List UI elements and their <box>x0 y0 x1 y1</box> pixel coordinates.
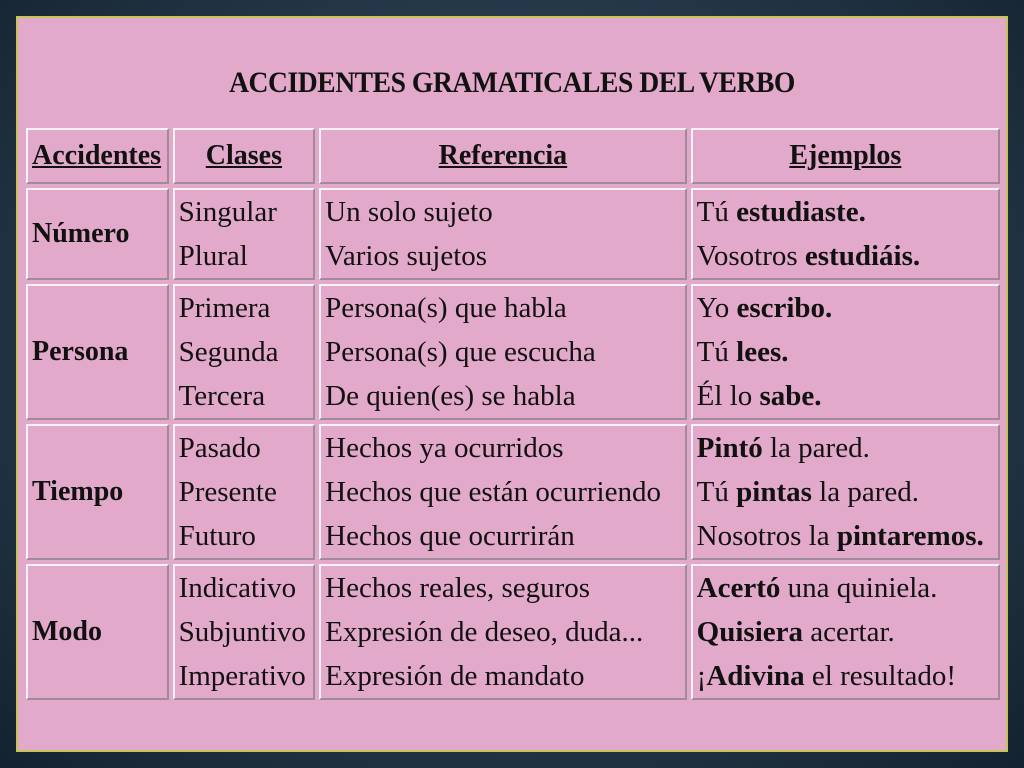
clase-text: Indicativo <box>178 572 297 604</box>
accidente-cell: Modo <box>26 564 169 700</box>
table-header-row <box>26 128 1000 184</box>
clase-text: Imperativo <box>178 660 306 692</box>
clases-cell <box>173 424 316 560</box>
clases-cell <box>173 564 316 700</box>
referencia-text: De quien(es) se habla <box>325 380 576 412</box>
table-body <box>26 188 1000 700</box>
clase-text: Singular <box>178 196 277 228</box>
ejemplo-verb: lees. <box>736 336 789 368</box>
ejemplo-verb: estudiaste. <box>736 196 866 228</box>
ejemplo-line <box>697 654 994 698</box>
table-row <box>26 188 1000 280</box>
header-clases: Clases <box>173 128 316 184</box>
ejemplo-before: Tú <box>696 336 737 368</box>
ejemplo-line <box>697 234 994 278</box>
referencia-cell <box>319 424 687 560</box>
ejemplo-after: una quiniela. <box>780 572 938 604</box>
ejemplo-before: Tú <box>696 196 737 228</box>
clase-text: Subjuntivo <box>178 616 306 648</box>
referencia-text: Hechos que están ocurriendo <box>325 476 661 508</box>
page-title: ACCIDENTES GRAMATICALES DEL VERBO <box>229 66 795 99</box>
referencia-cell <box>319 564 687 700</box>
ejemplo-verb: Acertó <box>696 572 781 604</box>
ejemplo-after: la pared. <box>811 476 919 508</box>
ejemplo-line <box>697 610 994 654</box>
referencia-text: Hechos que ocurrirán <box>325 520 575 552</box>
ejemplo-after: la pared. <box>762 432 870 464</box>
ejemplo-verb: estudiáis. <box>804 240 921 272</box>
table-row <box>26 564 1000 700</box>
ejemplos-cell <box>691 424 1000 560</box>
grammar-table <box>22 124 1004 704</box>
ejemplos-cell <box>691 188 1000 280</box>
ejemplo-verb: pintas <box>736 476 812 508</box>
ejemplo-line <box>697 566 994 610</box>
ejemplo-line <box>697 190 994 234</box>
ejemplo-line <box>697 374 994 418</box>
ejemplo-line <box>697 286 994 330</box>
referencia-text: Hechos ya ocurridos <box>325 432 564 464</box>
ejemplo-verb: Quisiera <box>696 616 804 648</box>
ejemplos-cell <box>691 564 1000 700</box>
clase-text: Pasado <box>178 432 261 464</box>
ejemplo-verb: escribo. <box>736 292 833 324</box>
ejemplo-before: Yo <box>696 292 737 324</box>
clase-text: Plural <box>178 240 248 272</box>
ejemplo-before: ¡ <box>696 660 707 692</box>
ejemplo-line <box>697 514 994 558</box>
clases-cell <box>173 284 316 420</box>
ejemplo-after: el resultado! <box>804 660 957 692</box>
clase-text: Segunda <box>178 336 279 368</box>
header-ejemplos: Ejemplos <box>691 128 1000 184</box>
ejemplo-verb: Pintó <box>696 432 763 464</box>
table-row <box>26 424 1000 560</box>
ejemplo-verb: sabe. <box>759 380 822 412</box>
ejemplos-cell <box>691 284 1000 420</box>
ejemplo-before: Vosotros <box>696 240 805 272</box>
clases-cell <box>173 188 316 280</box>
referencia-cell <box>319 188 687 280</box>
clase-text: Primera <box>178 292 271 324</box>
referencia-text: Persona(s) que habla <box>325 292 567 324</box>
accidente-cell: Persona <box>26 284 169 420</box>
referencia-text: Expresión de mandato <box>325 660 585 692</box>
ejemplo-verb: pintaremos. <box>836 520 984 552</box>
header-accidentes: Accidentes <box>26 128 169 184</box>
referencia-text: Expresión de deseo, duda... <box>325 616 644 648</box>
table-row <box>26 284 1000 420</box>
referencia-text: Un solo sujeto <box>325 196 493 228</box>
ejemplo-line <box>697 470 994 514</box>
clase-text: Tercera <box>178 380 266 412</box>
ejemplo-line <box>697 426 994 470</box>
slide-frame <box>16 16 1008 752</box>
referencia-text: Varios sujetos <box>325 240 488 272</box>
ejemplo-before: Él lo <box>696 380 760 412</box>
header-referencia: Referencia <box>319 128 687 184</box>
accidente-cell: Número <box>26 188 169 280</box>
ejemplo-after: acertar. <box>803 616 895 648</box>
referencia-cell <box>319 284 687 420</box>
clase-text: Presente <box>178 476 277 508</box>
ejemplo-before: Tú <box>696 476 737 508</box>
ejemplo-line <box>697 330 994 374</box>
referencia-text: Hechos reales, seguros <box>325 572 591 604</box>
referencia-text: Persona(s) que escucha <box>325 336 596 368</box>
clase-text: Futuro <box>178 520 256 552</box>
ejemplo-before: Nosotros la <box>696 520 837 552</box>
ejemplo-verb: Adivina <box>706 660 805 692</box>
accidente-cell: Tiempo <box>26 424 169 560</box>
